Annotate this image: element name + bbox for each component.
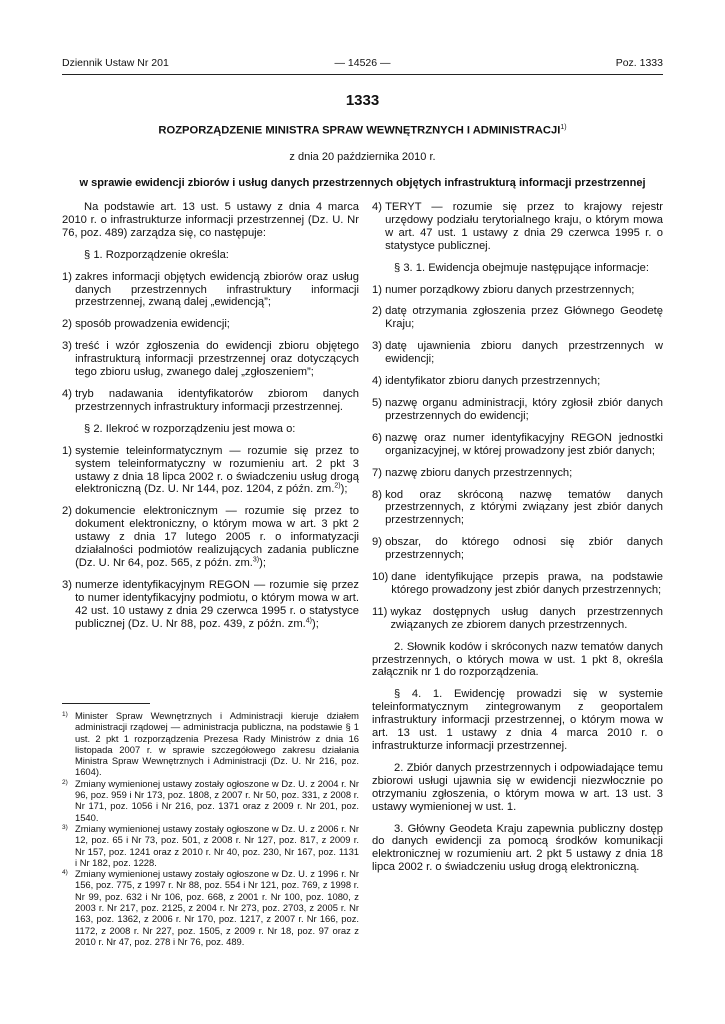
list-item: 9) obszar, do którego odnosi się zbiór danych przestrzennych; [372, 536, 663, 562]
footnote-divider [62, 703, 150, 704]
list-item: 1) zakres informacji objętych ewidencją zbiorów oraz usług danych przestrzennych infrastruktury informacji przestrzennej, zwaną dalej „ewidencją”; [62, 270, 359, 309]
act-date: z dnia 20 października 2010 r. [289, 150, 436, 163]
list-item: 3) treść i wzór zgłoszenia do ewidencji zbioru objętego infrastrukturą informacji przestrzennej oraz dotyczących tego zbioru usług, zwanego dalej „zgłoszeniem”; [62, 340, 359, 379]
act-title-footnote-ref: 1) [560, 124, 567, 131]
footnotes [62, 710, 359, 947]
footnote: 3) Zmiany wymienionej ustawy zostały ogłoszone w Dz. U. z 2006 r. Nr 12, poz. 65 i Nr 73, poz. 501, z 2008 r. Nr 127, poz. 817, z 2009 r. Nr 157, poz. 1241 oraz z 2010 r. Nr 40, poz. 230, Nr 167, poz. 1131 i Nr 182, poz. 1228. [62, 822, 359, 868]
section-1-heading: § 1. Rozporządzenie określa: [84, 248, 229, 261]
list-item: 7) nazwę zbioru danych przestrzennych; [372, 466, 573, 479]
list-item: 2) dokumencie elektronicznym — rozumie się przez to dokument elektroniczny, o którym mowa w art. 3 pkt 2 ustawy z dnia 17 lutego 2005 r. o informatyzacji działalności podmiotów realizujących zadania publiczne (Dz. U. Nr 64, poz. 565, z późn. zm.$^{3)}$); [62, 505, 359, 569]
section-4-paragraph-1: § 4. 1. Ewidencję prowadzi się w systemie teleinformatycznym zintegrowanym z geoportalem infrastruktury informacji przestrzennej, o którym mowa w art. 13 ust. 1 ustawy z dnia 4 marca 2010 r. o infrastrukturze informacji przestrzennej. [372, 688, 663, 752]
act-title-text: ROZPORZĄDZENIE MINISTRA SPRAW WEWNĘTRZNYCH I ADMINISTRACJI [158, 124, 561, 137]
list-item: 3) datę ujawnienia zbioru danych przestrzennych w ewidencji; [372, 340, 663, 366]
right-column [372, 201, 663, 883]
list-item: 4) TERYT — rozumie się przez to krajowy rejestr urzędowy podziału terytorialnego kraju, o którym mowa w art. 47 ust. 1 ustawy z dnia 29 czerwca 1995 r. o statystyce publicznej. [372, 201, 663, 252]
page-header [62, 57, 663, 71]
section-4-paragraph-3: 3. Główny Geodeta Kraju zapewnia publiczny dostęp do danych ewidencji za pomocą środków komunikacji elektronicznej w rozumieniu art. 2 pkt 5 ustawy z dnia 18 lipca 2002 r. o świadczeniu usług drogą elektroniczną. [372, 822, 663, 874]
footnote-ref: 2) [334, 482, 341, 490]
act-subject: w sprawie ewidencji zbiorów i usług danych przestrzennych objętych infrastrukturą informacji przestrzennej [79, 176, 646, 189]
footnote: 2) Zmiany wymienionej ustawy zostały ogłoszone w Dz. U. z 2004 r. Nr 96, poz. 959 i Nr 173, poz. 1808, z 2007 r. Nr 50, poz. 331, z 2008 r. Nr 171, poz. 1056 i Nr 216, poz. 1371 oraz z 2009 r. Nr 201, poz. 1540. [62, 777, 359, 823]
footnote-ref: 3) [252, 556, 260, 564]
list-item: 8) kod oraz skróconą nazwę tematów danych przestrzennych, z którymi związany jest zbiór danych przestrzennych; [372, 488, 663, 527]
list-item: 2) datę otrzymania zgłoszenia przez Głównego Geodetę Kraju; [372, 305, 663, 331]
left-column [62, 201, 359, 639]
list-item: 2) sposób prowadzenia ewidencji; [62, 318, 230, 331]
list-item: 5) nazwę organu administracji, który zgłosił zbiór danych przestrzennych do ewidencji; [372, 396, 663, 422]
list-item: 4) identyfikator zbioru danych przestrzennych; [372, 375, 601, 388]
page-number: — 14526 — [334, 57, 391, 69]
act-title-block [62, 92, 663, 190]
footnote: 4) Zmiany wymienionej ustawy zostały ogłoszone w Dz. U. z 1996 r. Nr 156, poz. 775, z 1997 r. Nr 88, poz. 554 i Nr 121, poz. 769, z 1998 r. Nr 99, poz. 632 i Nr 106, poz. 668, z 2001 r. Nr 100, poz. 1080, z 2003 r. Nr 217, poz. 2125, z 2004 r. Nr 273, poz. 2703, z 2005 r. Nr 163, poz. 1362, z 2006 r. Nr 170, poz. 1217, z 2007 r. Nr 166, poz. 1172, z 2008 r. Nr 227, poz. 1505, z 2009 r. Nr 18, poz. 97 oraz z 2010 r. Nr 47, poz. 278 i Nr 76, poz. 489. [62, 868, 359, 947]
list-item: 1) numer porządkowy zbioru danych przestrzennych; [372, 283, 635, 296]
header-divider [62, 74, 663, 75]
position-number: Poz. 1333 [615, 57, 663, 69]
footnote-ref: 4) [305, 616, 312, 624]
list-item: 10) dane identyfikujące przepis prawa, na podstawie którego prowadzony jest zbiór danych przestrzennych; [372, 571, 663, 596]
act-number: 1333 [345, 92, 380, 109]
section-2-heading: § 2. Ilekroć w rozporządzeniu jest mowa o: [84, 422, 296, 435]
journal-name: Dziennik Ustaw Nr 201 [62, 57, 169, 69]
section-3-heading: § 3. 1. Ewidencja obejmuje następujące informacje: [394, 261, 649, 274]
list-item: 6) nazwę oraz numer identyfikacyjny REGON jednostki organizacyjnej, w której prowadzony jest zbiór danych; [372, 431, 663, 457]
footnote: 1) Minister Spraw Wewnętrznych i Administracji kieruje działem administracji rządowej — administracja publiczna, na podstawie § 1 ust. 2 pkt 1 rozporządzenia Prezesa Rady Ministrów z dnia 16 listopada 2007 r. w sprawie szczegółowego zakresu działania Ministra Spraw Wewnętrznych i Administracji (Dz. U. Nr 216, poz. 1604). [62, 710, 359, 778]
section-4-paragraph-2: 2. Zbiór danych przestrzennych i odpowiadające temu zbiorowi usługi ujawnia się w ewidencji niezwłocznie po otrzymaniu zgłoszenia, o którym mowa w art. 13 ust. 3 ustawy wymienionej w ust. 1. [372, 761, 663, 813]
section-3-paragraph-2: 2. Słownik kodów i skróconych nazw tematów danych przestrzennych, o których mowa w ust. 1 pkt 8, określa załącznik nr 1 do rozporządzenia. [372, 640, 663, 679]
list-item: 11) wykaz dostępnych usług danych przestrzennych związanych ze zbiorem danych przestrzennych. [372, 605, 663, 631]
list-item: 1) systemie teleinformatycznym — rozumie się przez to system teleinformatyczny w rozumieniu art. 2 pkt 3 ustawy z dnia 18 lipca 2002 r. o świadczeniu usług drogą elektroniczną (Dz. U. Nr 144, poz. 1204, z późn. zm.$^{2)}$); [62, 444, 359, 496]
list-item: 3) numerze identyfikacyjnym REGON — rozumie się przez to numer identyfikacyjny podmiotu, o którym mowa w art. 42 ust. 10 ustawy z dnia 29 czerwca 1995 r. o statystyce publicznej (Dz. U. Nr 88, poz. 439, z późn. zm.$^{4)}$); [62, 578, 359, 630]
list-item: 4) tryb nadawania identyfikatorów zbiorom danych przestrzennych infrastruktury informacji przestrzennej. [62, 387, 359, 413]
act-title [62, 121, 663, 138]
intro-paragraph: Na podstawie art. 13 ust. 5 ustawy z dnia 4 marca 2010 r. o infrastrukturze informacji przestrzennej (Dz. U. Nr 76, poz. 489) zarządza się, co następuje: [62, 201, 359, 239]
